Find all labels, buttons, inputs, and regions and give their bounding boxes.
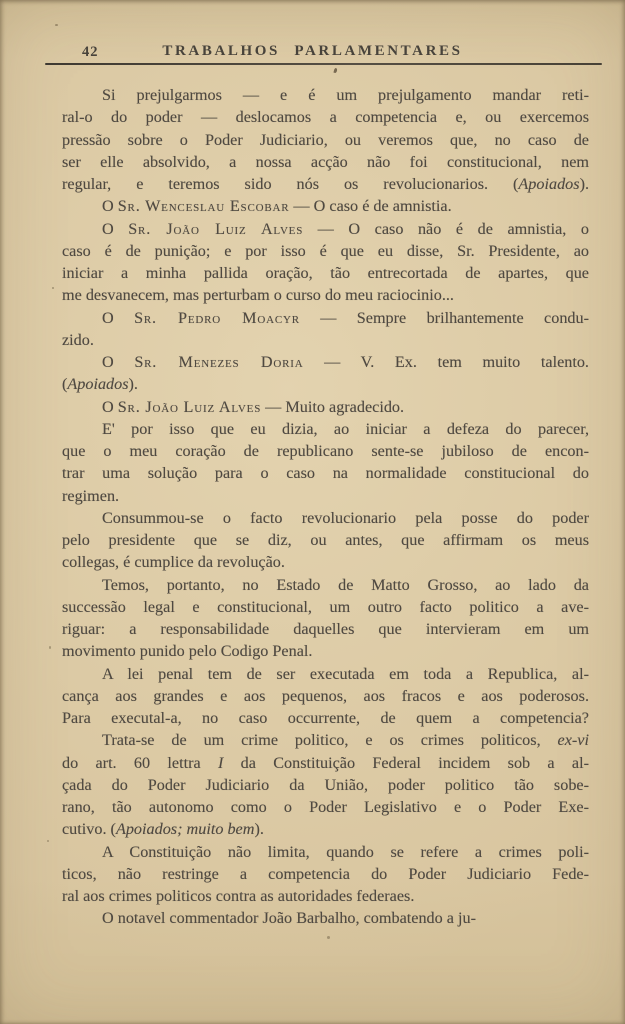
speaker-name: Sr. Menezes Doria [134,353,304,371]
text-line [62,151,589,173]
text-run: O [102,219,129,238]
text-line [62,173,589,195]
text-line [62,707,589,729]
text-line [62,685,589,707]
text-line [62,574,589,596]
text-line [62,863,589,885]
text-run: do art. 60 lettra [62,753,218,772]
text-run: successão legal e constitucional, um outro facto politico a ave- [62,597,589,616]
text-run: Temos, portanto, no Estado de Matto Grosso, ao lado da [102,575,589,594]
text-run: pelo presidente que se diz, ou antes, que affirmam os meus [62,531,589,549]
text-run: O [102,397,118,416]
text-line [62,507,589,529]
text-run: ser elle absolvido, a nossa acção não foi constitucional, nem [62,152,589,171]
text-line [62,418,589,440]
text-line [62,462,589,484]
text-run: — O caso não é de amnistia, o [303,219,589,238]
text-run: ). [128,375,138,394]
text-line [62,729,589,751]
text-run: Para executal-a, no caso occurrente, de quem a competencia? [62,709,589,727]
text-line [62,841,589,863]
text-run: ( [62,375,68,394]
scan-speck [333,68,337,74]
italic-text: Apoiados; muito bem [115,820,255,839]
text-run: ). [579,175,589,193]
text-run: regimen. [62,486,120,505]
text-run: ticos, não restringe a competencia do Poder Judiciario Fede- [62,864,589,883]
text-run: que o meu coração de republicano sente-se jubiloso de encon- [62,442,589,460]
text-run: zido. [62,330,94,349]
text-run: A lei penal tem de ser executada em toda a Republica, al- [102,664,589,683]
text-line [62,485,589,507]
text-line [62,596,589,618]
text-line [62,818,589,840]
text-run: O [102,353,135,371]
text-run: — V. Ex. tem muito talento. [303,353,589,371]
scan-speck [52,287,54,289]
text-run: Trata-se de um crime politico, e os crimes politicos, [102,731,558,750]
scan-speck [327,936,330,939]
running-title: TRABALHOS PARLAMENTARES [162,43,463,59]
text-run: ral aos crimes politicos contra as autoridades federaes. [62,887,415,905]
text-run: movimento punido pelo Codigo Penal. [62,642,313,661]
text-run: ). [254,820,264,839]
text-run: da Constituição Federal incidem sob a al- [223,753,589,772]
text-run: collegas, é cumplice da revolução. [62,553,285,572]
text-run: cança aos grandes e aos pequenos, aos fracos e aos poderosos. [62,686,589,705]
text-line [62,440,589,462]
text-run: riguar: a responsabilidade daquelles que intervieram em um [62,620,589,638]
speaker-name: Sr. João Luiz Alves [128,219,304,238]
text-run: — O caso é de amnistia. [289,197,452,216]
text-line [62,351,589,373]
text-line [62,640,589,662]
text-line [62,796,589,818]
text-line [62,551,589,573]
text-line [62,284,589,306]
text-line [62,774,589,796]
text-line [62,663,589,685]
text-run: rano, tão autonomo como o Poder Legislativo e o Poder Exe- [62,798,589,816]
page-body [62,84,589,930]
text-run: — Sempre brilhantemente condu- [299,308,589,327]
text-run: O [102,197,118,216]
text-line [62,752,589,774]
text-line [62,106,589,128]
text-line [62,885,589,907]
text-line [62,907,589,929]
speaker-name: Sr. João Luiz Alves [117,397,262,416]
text-line [62,262,589,284]
text-run: A Constituição não limita, quando se refere a crimes poli- [102,842,589,861]
text-run: trar uma solução para o caso na normalidade constitucional do [62,464,589,483]
text-line [62,240,589,262]
scan-speck [47,840,49,842]
text-line [62,218,589,240]
text-line [62,195,589,217]
text-run: — Muito agradecido. [261,397,405,416]
text-run: Si prejulgarmos — e é um prejulgamento mandar reti- [102,86,589,104]
text-line [62,307,589,329]
text-run: Consummou-se o facto revolucionario pela posse do poder [102,508,589,527]
page-number: 42 [82,44,99,60]
text-line [62,529,589,551]
text-run: regular, e teremos sido nós os revolucionarios. ( [62,175,519,193]
text-line [62,129,589,151]
text-line [62,396,589,418]
speaker-name: Sr. Pedro Moacyr [134,308,300,327]
italic-text: Apoiados [518,175,580,193]
scan-speck [49,646,51,649]
text-line [62,84,589,106]
text-run: O [102,308,135,327]
text-run: caso é de punição; e por isso é que eu disse, Sr. Presidente, ao [62,241,589,260]
speaker-name: Sr. Wenceslau Escobar [117,197,290,216]
text-run: O notavel commentador João Barbalho, combatendo a ju- [102,909,476,928]
text-run: pressão sobre o Poder Judiciario, ou veremos que, no caso de [62,130,589,149]
text-line [62,373,589,395]
text-run: E' por isso que eu dizia, ao iniciar a defeza do parecer, [102,419,589,438]
text-run: ral-o do poder — deslocamos a competencia e, ou exercemos [62,108,589,127]
italic-text: I [217,753,224,772]
scan-speck [55,24,58,26]
text-run: iniciar a minha pallida oração, tão entrecortada de apartes, que [62,264,589,282]
header-rule [45,63,602,65]
italic-text: Apoiados [67,375,129,394]
text-line [62,618,589,640]
text-run: çada do Poder Judiciario da União, poder politico tão sobe- [62,775,589,794]
italic-text: ex-vi [557,731,589,750]
text-line [62,329,589,351]
text-run: me desvanecem, mas perturbam o curso do meu raciocinio... [62,286,454,305]
text-run: cutivo. ( [62,820,116,839]
